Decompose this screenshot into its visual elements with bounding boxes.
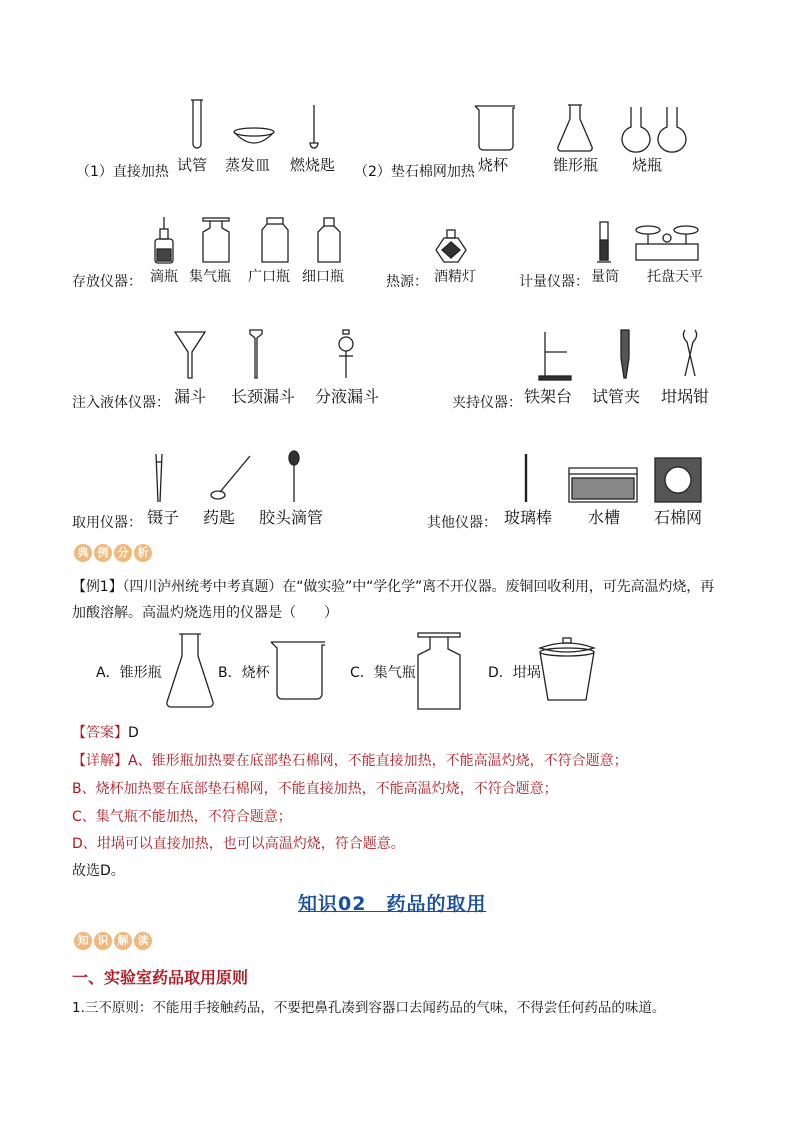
option-a-conical-flask-icon xyxy=(164,632,216,710)
label-crucible-tongs: 坩埚钳 xyxy=(661,387,710,406)
label-flask: 烧瓶 xyxy=(632,156,663,174)
label-narrow-mouth-bottle: 细口瓶 xyxy=(302,269,344,285)
label-asbestos-gauze: 石棉网 xyxy=(654,508,703,527)
option-d: D．坩埚 xyxy=(488,665,541,681)
option-b: B．烧杯 xyxy=(218,665,270,681)
badge-char: 知 xyxy=(74,932,92,950)
detail-text-b: B、烧杯加热要在底部垫石棉网，不能直接加热，不能高温灼烧，不符合题意； xyxy=(72,781,558,797)
hold-label: 夹持仪器： xyxy=(452,395,522,411)
storage-label: 存放仪器： xyxy=(72,274,142,290)
inject-label: 注入液体仪器： xyxy=(72,395,170,411)
conical-flask-icon xyxy=(556,103,594,153)
long-neck-funnel-icon xyxy=(248,328,264,380)
label-separatory-funnel: 分液漏斗 xyxy=(315,387,380,406)
knowledge-reading-badge xyxy=(74,932,152,950)
test-tube-holder-icon xyxy=(617,328,633,380)
answer-line xyxy=(72,724,139,742)
gas-jar-icon xyxy=(200,216,232,264)
heading-direct-heat: （1）直接加热 xyxy=(76,164,169,180)
iron-stand-icon xyxy=(537,330,573,382)
flask-icon xyxy=(617,105,691,153)
medicine-spoon-icon xyxy=(206,452,256,502)
measuring-cylinder-icon xyxy=(596,220,612,266)
option-a: A．锥形瓶 xyxy=(96,665,162,681)
label-medicine-spoon: 药匙 xyxy=(203,508,236,527)
heading-gauze-heat: （2）垫石棉网加热 xyxy=(354,164,475,180)
badge-char: 例 xyxy=(94,544,112,562)
label-beaker: 烧杯 xyxy=(478,156,509,174)
label-combustion-spoon: 燃烧匙 xyxy=(290,156,336,174)
label-glass-rod: 玻璃棒 xyxy=(504,508,553,527)
option-d-crucible-icon xyxy=(536,636,598,706)
option-c: C．集气瓶 xyxy=(350,665,416,681)
example-analysis-badge xyxy=(74,544,152,562)
label-test-tube-holder: 试管夹 xyxy=(592,387,641,406)
test-tube-icon xyxy=(190,98,204,154)
label-long-neck-funnel: 长颈漏斗 xyxy=(231,387,296,406)
narrow-mouth-bottle-icon xyxy=(315,216,343,264)
other-label: 其他仪器： xyxy=(427,515,497,531)
asbestos-gauze-icon xyxy=(654,457,702,503)
water-trough-icon xyxy=(567,466,639,504)
label-dropper-bottle: 滴瓶 xyxy=(150,269,178,285)
wide-mouth-bottle-icon xyxy=(259,216,291,264)
label-balance: 托盘天平 xyxy=(647,269,703,285)
dropper-bottle-icon xyxy=(152,215,176,265)
badge-char: 解 xyxy=(114,932,132,950)
badge-char: 典 xyxy=(74,544,92,562)
principle-1: 1.三不原则：不能用手接触药品，不要把鼻孔凑到容器口去闻药品的气味，不得尝任何药品的味道。 xyxy=(72,1000,666,1016)
label-iron-stand: 铁架台 xyxy=(524,387,573,406)
conclusion: 故选D。 xyxy=(72,863,125,879)
detail-label: 【详解】 xyxy=(72,753,128,769)
label-funnel: 漏斗 xyxy=(174,387,207,406)
detail-text-a: A、锥形瓶加热要在底部垫石棉网，不能直接加热，不能高温灼烧，不符合题意； xyxy=(128,753,628,769)
option-b-beaker-icon xyxy=(269,640,327,702)
label-evaporating-dish: 蒸发皿 xyxy=(225,156,271,174)
label-rubber-dropper: 胶头滴管 xyxy=(259,508,324,527)
tweezers-icon xyxy=(152,452,166,504)
detail-text-c: C、集气瓶不能加热，不符合题意； xyxy=(72,809,292,825)
beaker-icon xyxy=(473,104,517,152)
alcohol-lamp-icon xyxy=(432,228,470,266)
badge-char: 识 xyxy=(94,932,112,950)
detail-line1 xyxy=(72,752,628,770)
badge-char: 分 xyxy=(114,544,132,562)
label-tweezers: 镊子 xyxy=(147,508,180,527)
glass-rod-icon xyxy=(522,452,530,504)
example-question-line2: 加酸溶解。高温灼烧选用的仪器是（ ） xyxy=(72,605,338,621)
label-conical-flask: 锥形瓶 xyxy=(553,156,599,174)
label-gas-jar: 集气瓶 xyxy=(189,269,231,285)
combustion-spoon-icon xyxy=(308,103,322,153)
rubber-dropper-icon xyxy=(286,450,302,504)
option-c-gas-jar-icon xyxy=(414,631,464,713)
answer-value: D xyxy=(128,725,139,741)
measure-label: 计量仪器： xyxy=(519,274,589,290)
badge-char: 析 xyxy=(134,544,152,562)
separatory-funnel-icon xyxy=(336,328,356,380)
subsection-title: 一、实验室药品取用原则 xyxy=(72,968,249,987)
heat-label: 热源： xyxy=(386,274,428,290)
funnel-icon xyxy=(173,330,207,380)
label-wide-mouth-bottle: 广口瓶 xyxy=(248,269,290,285)
detail-text-d: D、坩埚可以直接加热，也可以高温灼烧，符合题意。 xyxy=(72,836,405,852)
balance-icon xyxy=(634,220,700,264)
crucible-tongs-icon xyxy=(679,328,701,380)
label-alcohol-lamp: 酒精灯 xyxy=(434,269,476,285)
take-label: 取用仪器： xyxy=(72,515,142,531)
answer-label: 【答案】 xyxy=(72,725,128,741)
label-test-tube: 试管 xyxy=(177,156,208,174)
evaporating-dish-icon xyxy=(232,126,276,148)
badge-char: 读 xyxy=(134,932,152,950)
label-water-trough: 水槽 xyxy=(588,508,621,527)
section-title: 知识02 药品的取用 xyxy=(298,893,487,915)
example-question-line1: 【例1】（四川泸州统考中考真题）在“做实验”中“学化学”离不开仪器。废铜回收利用，可先高温灼烧，再 xyxy=(72,579,715,595)
label-measuring-cylinder: 量筒 xyxy=(591,269,619,285)
